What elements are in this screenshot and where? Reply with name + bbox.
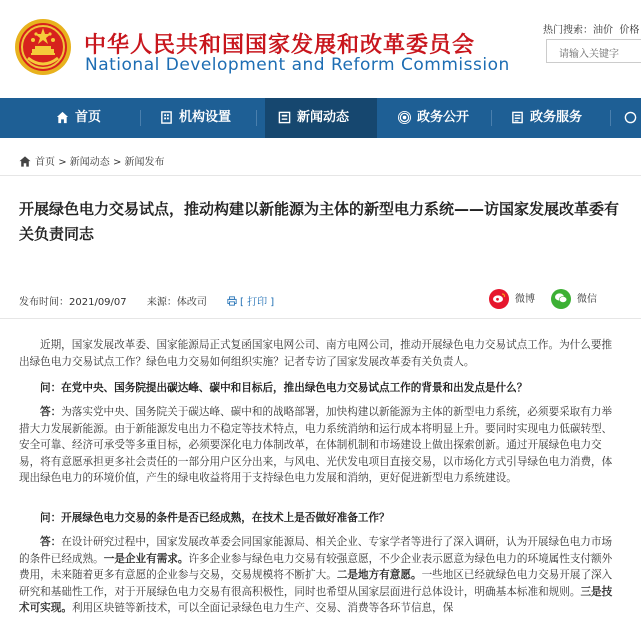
nav-item-label: 政务公开 [417, 110, 470, 125]
divider [0, 175, 641, 176]
answer-prefix: 答： [40, 406, 62, 418]
answer-prefix: 答： [40, 536, 62, 548]
source: 体改司 [176, 297, 207, 308]
main-nav [0, 98, 641, 138]
article-title: 开展绿色电力交易试点，推动构建以新能源为主体的新型电力系统——访国家发展改革委有关负责同志 [19, 200, 620, 243]
home-icon [56, 111, 69, 124]
print-label: [ 打印 ] [240, 297, 275, 308]
broadcast-icon [398, 111, 411, 124]
nav-item-organization[interactable] [160, 98, 231, 138]
nav-item-more[interactable] [624, 98, 641, 138]
share-wechat-button[interactable] [551, 289, 597, 309]
home-icon [19, 156, 31, 167]
site-header [0, 0, 641, 98]
more-icon [624, 111, 637, 124]
answer-text: 为落实党中央、国务院关于碳达峰、碳中和的战略部署，加快构建以新能源为主体的新型电力系统，必须要采取有力举措大力发展新能源。由于新能源发电出力不稳定等技术特点，电力系统消纳和运行成本将明显上升。要同时实现电力低碳转型、安全可靠、经济可承受等多重目标，必须要深化电力体制改革，在体制机制和市场建设上做出探索创新。通过开展绿色电力交易，将有意愿承担更多社会责任的一部分用户区分出来，与风电、光伏发电项目直接交易，以市场化方式引导绿色电力消费，体现出绿色电力的环境价值，产生的绿电收益将用于支持绿色电力发展和消纳，更好促进新型电力系统建设。 [19, 406, 613, 484]
breadcrumb-separator: > [112, 157, 122, 168]
breadcrumb-news-release[interactable]: 新闻发布 [124, 157, 165, 168]
article-paragraph: 近期，国家发展改革委、国家能源局正式复函国家电网公司、南方电网公司，推动开展绿色电力交易试点工作。为什么要推出绿色电力交易试点工作？绿色电力交易如何组织实施？记者专访了国家发展改革委有关负责人。 [19, 339, 613, 368]
breadcrumb-news[interactable]: 新闻动态 [69, 157, 110, 168]
hot-search-label: 热门搜索： [543, 25, 593, 36]
share-label: 微博 [515, 294, 535, 305]
publish-date-label: 发布时间： [19, 297, 69, 308]
breadcrumb [19, 153, 165, 168]
nav-item-news[interactable] [265, 98, 377, 138]
publish-date: 2021/09/07 [69, 297, 127, 308]
service-icon [511, 111, 524, 124]
search-input[interactable]: 请输入关键字 [546, 39, 641, 63]
article-question: 问：在党中央、国务院提出碳达峰、碳中和目标后，推出绿色电力交易试点工作的背景和出发点是什么？ [40, 382, 528, 394]
hot-search-term[interactable]: 价格 [619, 25, 640, 36]
divider [0, 318, 641, 319]
article-answer [19, 404, 621, 487]
nav-item-label: 政务服务 [530, 110, 583, 125]
building-icon [160, 111, 173, 124]
nav-item-gov-affairs[interactable] [398, 98, 469, 138]
breadcrumb-home[interactable]: 首页 [35, 157, 55, 168]
answer-segment: 利用区块链等新技术，可以全面记录绿色电力生产、交易、消费等各环节信息，保 [71, 602, 454, 614]
site-title-en[interactable]: National Development and Reform Commission [85, 55, 510, 75]
article-answer [19, 534, 621, 617]
hot-search-term[interactable]: 油价 [593, 25, 613, 36]
answer-highlight: 二是地方有意愿。 [336, 569, 422, 581]
site-title[interactable]: 中华人民共和国国家发展和改革委员会 [84, 33, 476, 58]
nav-item-label: 新闻动态 [297, 110, 350, 125]
answer-segment: 一些地区已经就绿色电力交易开展了深入研究和基础性工作，对于开展绿色电力交易有很高积极性，同时也希望从国家层面进行总体设计，明确基本标准和规则。 [19, 569, 613, 598]
news-icon [278, 111, 291, 124]
hot-search [543, 21, 639, 36]
answer-highlight: 一是企业有需求。 [103, 552, 189, 565]
weibo-icon [489, 289, 509, 309]
nav-item-label: 首页 [75, 110, 102, 125]
nav-item-home[interactable] [56, 98, 101, 138]
answer-highlight: 三是技术可实现。 [19, 585, 613, 614]
printer-icon [227, 296, 237, 306]
print-button[interactable] [227, 297, 274, 308]
source-label: 来源： [146, 297, 177, 308]
national-emblem-icon [14, 18, 72, 76]
answer-segment: 在设计研究过程中，国家发展改革委会同国家能源局、相关企业、专家学者等进行了深入调研，认为开展绿色电力市场的条件已经成熟。 [19, 536, 613, 565]
nav-item-gov-service[interactable] [511, 98, 582, 138]
breadcrumb-separator: > [58, 157, 67, 168]
article-question: 问：开展绿色电力交易的条件是否已经成熟，在技术上是否做好准备工作？ [40, 512, 390, 524]
share-label: 微信 [577, 294, 597, 305]
article-meta [19, 293, 274, 308]
wechat-icon [551, 289, 571, 309]
share-weibo-button[interactable] [489, 289, 535, 309]
nav-item-label: 机构设置 [179, 110, 232, 125]
answer-segment: 许多企业参与绿色电力交易有较强意愿，不少企业表示愿意为绿色电力的环境属性支付额外费用，未来随着更多有意愿的企业参与交易，交易规模将不断扩大。 [19, 552, 613, 581]
